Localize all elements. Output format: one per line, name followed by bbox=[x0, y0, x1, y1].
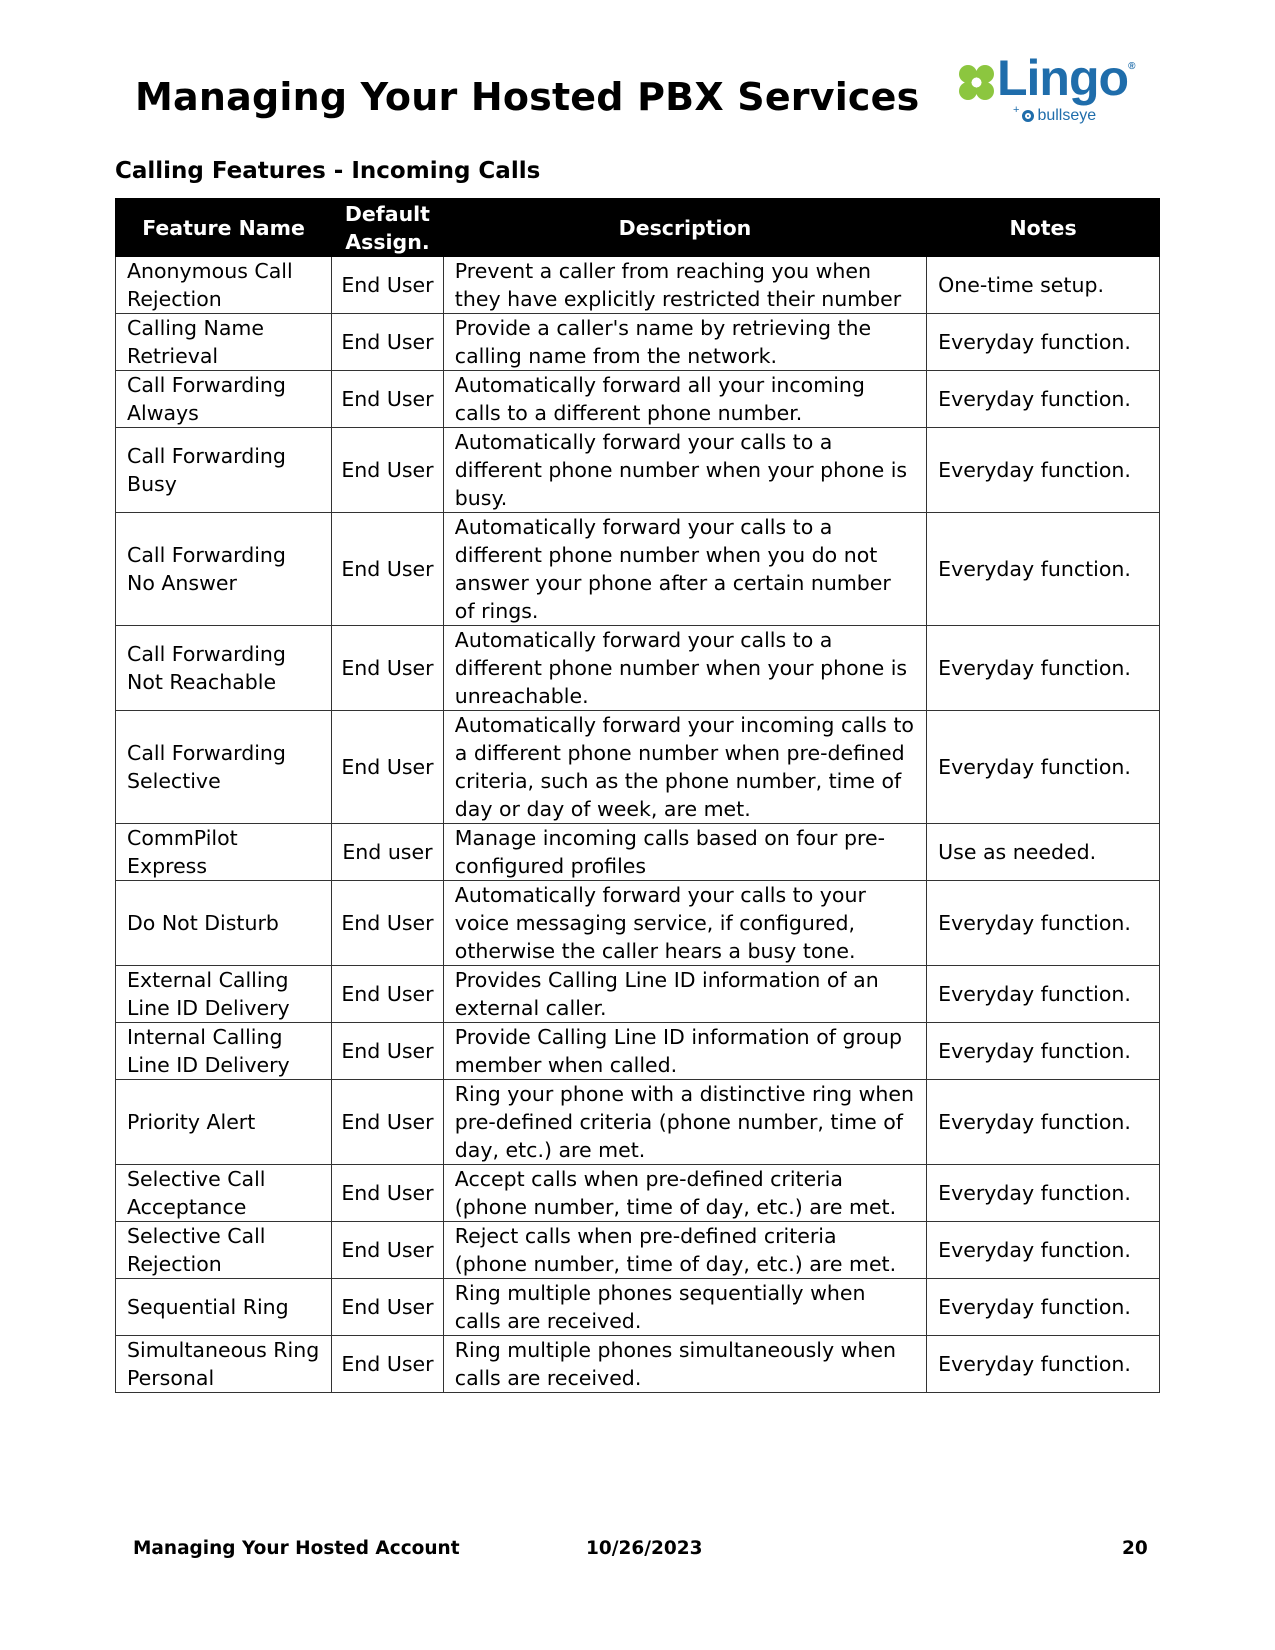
default-assign-cell: End User bbox=[332, 1222, 444, 1279]
description-cell: Ring multiple phones simultaneously when calls are received. bbox=[443, 1336, 926, 1393]
table-row bbox=[116, 1023, 1160, 1080]
feature-name-cell: Priority Alert bbox=[116, 1080, 332, 1165]
features-table bbox=[115, 198, 1160, 1393]
table-row bbox=[116, 626, 1160, 711]
notes-cell: Everyday function. bbox=[927, 881, 1160, 966]
description-cell: Prevent a caller from reaching you when they have explicitly restricted their number bbox=[443, 257, 926, 314]
description-cell: Provide Calling Line ID information of group member when called. bbox=[443, 1023, 926, 1080]
table-row bbox=[116, 513, 1160, 626]
lingo-logo bbox=[955, 50, 1135, 135]
default-assign-cell: End User bbox=[332, 513, 444, 626]
default-assign-cell: End User bbox=[332, 314, 444, 371]
feature-name-cell: Selective Call Acceptance bbox=[116, 1165, 332, 1222]
header-description: Description bbox=[443, 199, 926, 257]
table-row bbox=[116, 711, 1160, 824]
notes-cell: Everyday function. bbox=[927, 711, 1160, 824]
feature-name-cell: Call Forwarding No Answer bbox=[116, 513, 332, 626]
feature-name-cell: Simultaneous Ring Personal bbox=[116, 1336, 332, 1393]
description-cell: Reject calls when pre-defined criteria (phone number, time of day, etc.) are met. bbox=[443, 1222, 926, 1279]
notes-cell: Everyday function. bbox=[927, 1336, 1160, 1393]
default-assign-cell: End User bbox=[332, 371, 444, 428]
page-title: Managing Your Hosted PBX Services bbox=[135, 75, 920, 119]
notes-cell: Everyday function. bbox=[927, 371, 1160, 428]
default-assign-cell: End User bbox=[332, 1336, 444, 1393]
notes-cell: Everyday function. bbox=[927, 626, 1160, 711]
footer-page-number: 20 bbox=[1122, 1538, 1148, 1559]
feature-name-cell: Calling Name Retrieval bbox=[116, 314, 332, 371]
table-row bbox=[116, 257, 1160, 314]
description-cell: Ring multiple phones sequentially when calls are received. bbox=[443, 1279, 926, 1336]
feature-name-cell: Anonymous Call Rejection bbox=[116, 257, 332, 314]
default-assign-cell: End User bbox=[332, 428, 444, 513]
default-assign-cell: End User bbox=[332, 966, 444, 1023]
description-cell: Automatically forward your calls to your voice messaging service, if configured, otherwise the caller hears a busy tone. bbox=[443, 881, 926, 966]
default-assign-cell: End User bbox=[332, 1165, 444, 1222]
notes-cell: Everyday function. bbox=[927, 1165, 1160, 1222]
clover-icon bbox=[955, 61, 999, 105]
header-default-assign: Default Assign. bbox=[332, 199, 444, 257]
notes-cell: One-time setup. bbox=[927, 257, 1160, 314]
table-row bbox=[116, 881, 1160, 966]
table-row bbox=[116, 824, 1160, 881]
feature-name-cell: Internal Calling Line ID Delivery bbox=[116, 1023, 332, 1080]
default-assign-cell: End User bbox=[332, 1080, 444, 1165]
section-title: Calling Features - Incoming Calls bbox=[115, 158, 541, 184]
table-row bbox=[116, 371, 1160, 428]
default-assign-cell: End user bbox=[332, 824, 444, 881]
feature-name-cell: Call Forwarding Selective bbox=[116, 711, 332, 824]
feature-name-cell: Selective Call Rejection bbox=[116, 1222, 332, 1279]
description-cell: Provide a caller's name by retrieving the calling name from the network. bbox=[443, 314, 926, 371]
table-row bbox=[116, 1165, 1160, 1222]
default-assign-cell: End User bbox=[332, 1279, 444, 1336]
feature-name-cell: External Calling Line ID Delivery bbox=[116, 966, 332, 1023]
table-row bbox=[116, 1080, 1160, 1165]
table-row bbox=[116, 1279, 1160, 1336]
notes-cell: Everyday function. bbox=[927, 1222, 1160, 1279]
feature-name-cell: CommPilot Express bbox=[116, 824, 332, 881]
description-cell: Automatically forward your calls to a different phone number when your phone is unreachable. bbox=[443, 626, 926, 711]
feature-name-cell: Sequential Ring bbox=[116, 1279, 332, 1336]
notes-cell: Everyday function. bbox=[927, 966, 1160, 1023]
feature-name-cell: Do Not Disturb bbox=[116, 881, 332, 966]
description-cell: Manage incoming calls based on four pre-configured profiles bbox=[443, 824, 926, 881]
description-cell: Automatically forward all your incoming calls to a different phone number. bbox=[443, 371, 926, 428]
default-assign-cell: End User bbox=[332, 1023, 444, 1080]
description-cell: Ring your phone with a distinctive ring when pre-defined criteria (phone number, time of day, etc.) are met. bbox=[443, 1080, 926, 1165]
default-assign-cell: End User bbox=[332, 257, 444, 314]
notes-cell: Everyday function. bbox=[927, 428, 1160, 513]
logo-wordmark: Lingo® bbox=[997, 50, 1135, 106]
feature-name-cell: Call Forwarding Not Reachable bbox=[116, 626, 332, 711]
default-assign-cell: End User bbox=[332, 626, 444, 711]
default-assign-cell: End User bbox=[332, 881, 444, 966]
notes-cell: Everyday function. bbox=[927, 1080, 1160, 1165]
notes-cell: Everyday function. bbox=[927, 513, 1160, 626]
description-cell: Provides Calling Line ID information of an external caller. bbox=[443, 966, 926, 1023]
table-row bbox=[116, 1336, 1160, 1393]
table-row bbox=[116, 966, 1160, 1023]
logo-partner: + bullseye bbox=[1013, 104, 1097, 124]
default-assign-cell: End User bbox=[332, 711, 444, 824]
footer-document-name: Managing Your Hosted Account bbox=[133, 1538, 460, 1559]
header-notes: Notes bbox=[927, 199, 1160, 257]
feature-name-cell: Call Forwarding Busy bbox=[116, 428, 332, 513]
footer-date: 10/26/2023 bbox=[586, 1538, 703, 1559]
description-cell: Automatically forward your calls to a different phone number when your phone is busy. bbox=[443, 428, 926, 513]
description-cell: Automatically forward your incoming calls to a different phone number when pre-defined criteria, such as the phone number, time of day or day of week, are met. bbox=[443, 711, 926, 824]
table-row bbox=[116, 314, 1160, 371]
notes-cell: Use as needed. bbox=[927, 824, 1160, 881]
table-row bbox=[116, 1222, 1160, 1279]
notes-cell: Everyday function. bbox=[927, 1023, 1160, 1080]
header-feature-name: Feature Name bbox=[116, 199, 332, 257]
feature-name-cell: Call Forwarding Always bbox=[116, 371, 332, 428]
notes-cell: Everyday function. bbox=[927, 314, 1160, 371]
notes-cell: Everyday function. bbox=[927, 1279, 1160, 1336]
bullseye-icon bbox=[1022, 110, 1034, 122]
table-header-row bbox=[116, 199, 1160, 257]
description-cell: Automatically forward your calls to a different phone number when you do not answer your phone after a certain number of rings. bbox=[443, 513, 926, 626]
description-cell: Accept calls when pre-defined criteria (phone number, time of day, etc.) are met. bbox=[443, 1165, 926, 1222]
table-row bbox=[116, 428, 1160, 513]
